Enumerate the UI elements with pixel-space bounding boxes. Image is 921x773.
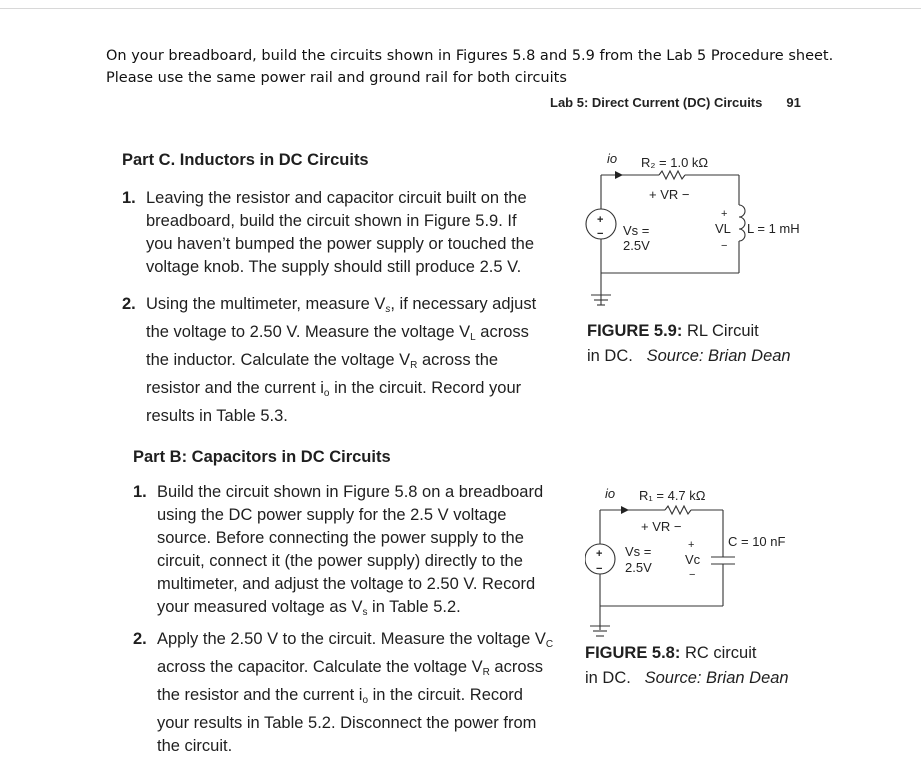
header-title: Lab 5: Direct Current (DC) Circuits <box>550 95 763 110</box>
rc-circuit-diagram <box>585 480 825 645</box>
text-line: the circuit. <box>157 737 233 755</box>
text-line: breadboard, build the circuit shown in Figure 5.9. If <box>146 212 517 230</box>
text-line: Build the circuit shown in Figure 5.8 on a breadboard <box>157 483 544 501</box>
text-line: resistor and the current $i_o$ in the circuit. Record your <box>146 379 522 399</box>
vs-value: 2.5V <box>623 238 650 253</box>
text-line: Leaving the resistor and capacitor circuit built on the <box>146 189 527 207</box>
text-line: Apply the 2.50 V to the circuit. Measure the voltage $V_C$ <box>157 630 554 650</box>
part-b-item-1 <box>133 481 573 624</box>
item-number: 1. <box>122 189 136 207</box>
text-line: using the DC power supply for the 2.5 V voltage <box>157 506 507 524</box>
vs-label: Vs = <box>625 544 652 559</box>
source-plus: + <box>597 214 604 226</box>
vc-plus: + <box>688 539 695 551</box>
source-minus: − <box>597 228 604 240</box>
caption-title: FIGURE 5.9: <box>587 322 683 340</box>
page-number: 91 <box>786 95 801 110</box>
item-number: 2. <box>122 295 136 313</box>
resistor-label: R₁ = 4.7 kΩ <box>639 488 706 503</box>
part-b-item-2 <box>133 628 573 758</box>
inductor-icon <box>739 205 745 241</box>
part-b-heading: Part B: Capacitors in DC Circuits <box>133 448 391 466</box>
source-minus: − <box>596 563 603 575</box>
item-number: 1. <box>133 483 147 501</box>
current-arrow-icon <box>621 506 629 514</box>
text-line: across the capacitor. Calculate the voltage $V_R$ across <box>157 658 544 678</box>
capacitor-label: C = 10 nF <box>728 534 786 549</box>
vl-label: VL <box>715 221 731 236</box>
vl-plus: + <box>721 208 728 220</box>
intro-line-1: On your breadboard, build the circuits shown in Figures 5.8 and 5.9 from the Lab 5 Procedure sheet. <box>106 48 834 64</box>
vl-minus: − <box>721 240 728 252</box>
vc-minus: − <box>689 569 696 581</box>
item-number: 2. <box>133 630 147 648</box>
part-c-item-2 <box>122 293 582 428</box>
text-line: you haven’t bumped the power supply or touched the <box>146 235 535 253</box>
vs-value: 2.5V <box>625 560 652 575</box>
text-line: results in Table 5.3. <box>146 407 288 425</box>
text-line: multimeter, and adjust the voltage to 2.50 V. Record <box>157 575 536 593</box>
figure-5-8-caption: FIGURE 5.8: RC circuit in DC. Source: Brian Dean <box>585 644 789 687</box>
text-line: voltage knob. The supply should still produce 2.5 V. <box>146 258 522 276</box>
current-label: io <box>607 151 618 166</box>
current-label: io <box>605 486 616 501</box>
resistor-r2-icon <box>659 171 685 179</box>
current-arrow-icon <box>615 171 623 179</box>
figure-5-9-caption: FIGURE 5.9: RL Circuit in DC. Source: Brian Dean <box>587 322 791 365</box>
text-line: source. Before connecting the power supply to the <box>157 529 524 547</box>
source-plus: + <box>596 548 603 560</box>
resistor-r1-icon <box>665 506 691 514</box>
vs-label: Vs = <box>623 223 650 238</box>
intro-text <box>106 45 833 89</box>
vr-label: + VR − <box>649 187 690 202</box>
part-c-heading: Part C. Inductors in DC Circuits <box>122 151 369 169</box>
page-header <box>550 95 801 110</box>
vr-label: + VR − <box>641 519 682 534</box>
resistor-label: R₂ = 1.0 kΩ <box>641 155 709 170</box>
caption-title: FIGURE 5.8: <box>585 644 681 662</box>
intro-line-2: Please use the same power rail and ground rail for both circuits <box>106 70 567 86</box>
text-line: your measured voltage as $V_s$ in Table 5.2. <box>157 598 461 618</box>
text-line: circuit, connect it (the power supply) directly to the <box>157 552 523 570</box>
part-c-item-1 <box>122 187 582 279</box>
text-line: the inductor. Calculate the voltage $V_R$ across the <box>146 351 499 371</box>
inductor-label: L = 1 mH <box>747 221 800 236</box>
text-line: Using the multimeter, measure $V_s$, if necessary adjust <box>146 295 537 315</box>
text-line: the resistor and the current $i_o$ in the circuit. Record <box>157 686 523 706</box>
text-line: the voltage to 2.50 V. Measure the voltage $V_L$ across <box>146 323 529 343</box>
rl-circuit-diagram <box>585 145 825 315</box>
vc-label: Vc <box>685 552 701 567</box>
top-divider <box>0 0 921 9</box>
text-line: your results in Table 5.2. Disconnect the power from <box>157 714 537 732</box>
